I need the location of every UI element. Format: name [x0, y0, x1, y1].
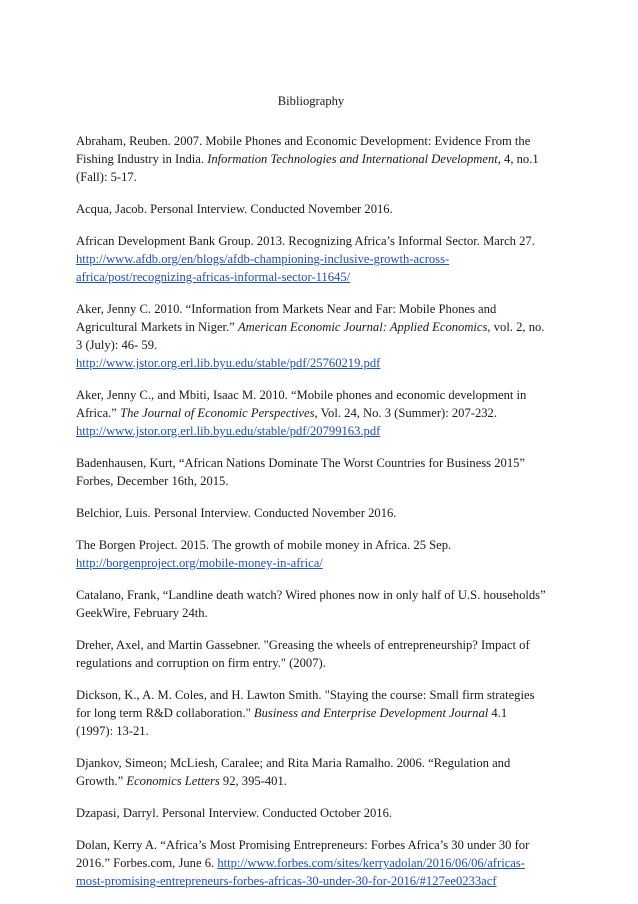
entry-link[interactable]: http://www.jstor.org.erl.lib.byu.edu/stable/pdf/25760219.pdf — [76, 356, 381, 370]
bib-entry-catalano — [76, 586, 546, 622]
bib-entry-dolan — [76, 836, 546, 890]
entry-text: Djankov, Simeon; McLiesh, Caralee; and Rita Maria Ramalho. 2006. “Regulation and Growth.” — [76, 756, 511, 788]
entry-text: Aker, Jenny C. 2010. “Information from Markets Near and Far: Mobile Phones and Agricultural Markets in Niger.” — [76, 302, 497, 334]
entry-text-tail: 4.1 (1997): 13-21. — [76, 706, 508, 738]
entry-journal: The Journal of Economic Perspectives — [120, 406, 315, 420]
entry-text: Dickson, K., A. M. Coles, and H. Lawton Smith. "Staying the course: Small firm strategies for long term R&D collaboration." — [76, 688, 535, 720]
bib-entry-aker-2010a — [76, 300, 546, 372]
entry-text: Belchior, Luis. Personal Interview. Conducted November 2016. — [76, 506, 397, 520]
entry-journal: Economics Letters — [126, 774, 220, 788]
entry-text: Abraham, Reuben. 2007. Mobile Phones and Economic Development: Evidence From the Fishing Industry in India. — [76, 134, 531, 166]
entry-text: Acqua, Jacob. Personal Interview. Conducted November 2016. — [76, 202, 393, 216]
entry-journal: Information Technologies and International Development, — [207, 152, 501, 166]
bib-entry-djankov — [76, 754, 546, 790]
bib-entry-borgen — [76, 536, 546, 572]
entry-text: Badenhausen, Kurt, “African Nations Dominate The Worst Countries for Business 2015” Forbes, December 16th, 2015. — [76, 456, 526, 488]
bib-entry-abraham — [76, 132, 546, 186]
bib-entry-aker-2010b — [76, 386, 546, 440]
bib-entry-badenhausen — [76, 454, 546, 490]
entry-link[interactable]: http://www.jstor.org.erl.lib.byu.edu/stable/pdf/20799163.pdf — [76, 424, 381, 438]
page-title: Bibliography — [277, 94, 345, 108]
bibliography-page — [76, 92, 546, 904]
entry-text-tail: 4, no.1 (Fall): 5-17. — [76, 152, 539, 184]
bib-entry-dickson — [76, 686, 546, 740]
entry-journal: American Economic Journal: Applied Economics — [237, 320, 488, 334]
entry-link[interactable]: http://www.forbes.com/sites/kerryadolan/2016/06/06/africas-most-promising-entrepreneurs-forbes-africas-30-under-30-for-2016/#127ee0233acf — [76, 856, 525, 888]
bib-entry-acqua — [76, 200, 546, 218]
bib-entry-afdb — [76, 232, 546, 286]
entry-link[interactable]: http://www.afdb.org/en/blogs/afdb-championing-inclusive-growth-across-africa/post/recognizing-africas-informal-sector-11645/ — [76, 252, 450, 284]
entry-journal: Business and Enterprise Development Journal — [253, 706, 489, 720]
entry-text: Aker, Jenny C., and Mbiti, Isaac M. 2010. “Mobile phones and economic development in Africa.” — [76, 388, 527, 420]
entry-text: The Borgen Project. 2015. The growth of mobile money in Africa. 25 Sep. — [76, 538, 452, 552]
entry-text: Dolan, Kerry A. “Africa’s Most Promising Entrepreneurs: Forbes Africa’s 30 under 30 for 2016.” Forbes.com, June 6. — [76, 838, 530, 870]
bib-entry-belchior — [76, 504, 546, 522]
entry-text-tail: , Vol. 24, No. 3 (Summer): 207-232. — [314, 406, 498, 420]
entry-text: African Development Bank Group. 2013. Recognizing Africa’s Informal Sector. March 27. — [76, 234, 535, 248]
entry-text: Dzapasi, Darryl. Personal Interview. Conducted October 2016. — [76, 806, 393, 820]
entry-text: Dreher, Axel, and Martin Gassebner. "Greasing the wheels of entrepreneurship? Impact of regulations and corruption on firm entry." (2007). — [76, 638, 530, 670]
entry-text-tail: 92, 395-401. — [219, 774, 287, 788]
entry-text: Catalano, Frank, “Landline death watch? Wired phones now in only half of U.S. households” GeekWire, February 24th. — [76, 588, 546, 620]
bib-entry-dreher — [76, 636, 546, 672]
bib-entry-dzapasi — [76, 804, 546, 822]
entry-link[interactable]: http://borgenproject.org/mobile-money-in-africa/ — [76, 556, 323, 570]
entry-text-tail: , vol. 2, no. 3 (July): 46- 59. — [76, 320, 545, 352]
